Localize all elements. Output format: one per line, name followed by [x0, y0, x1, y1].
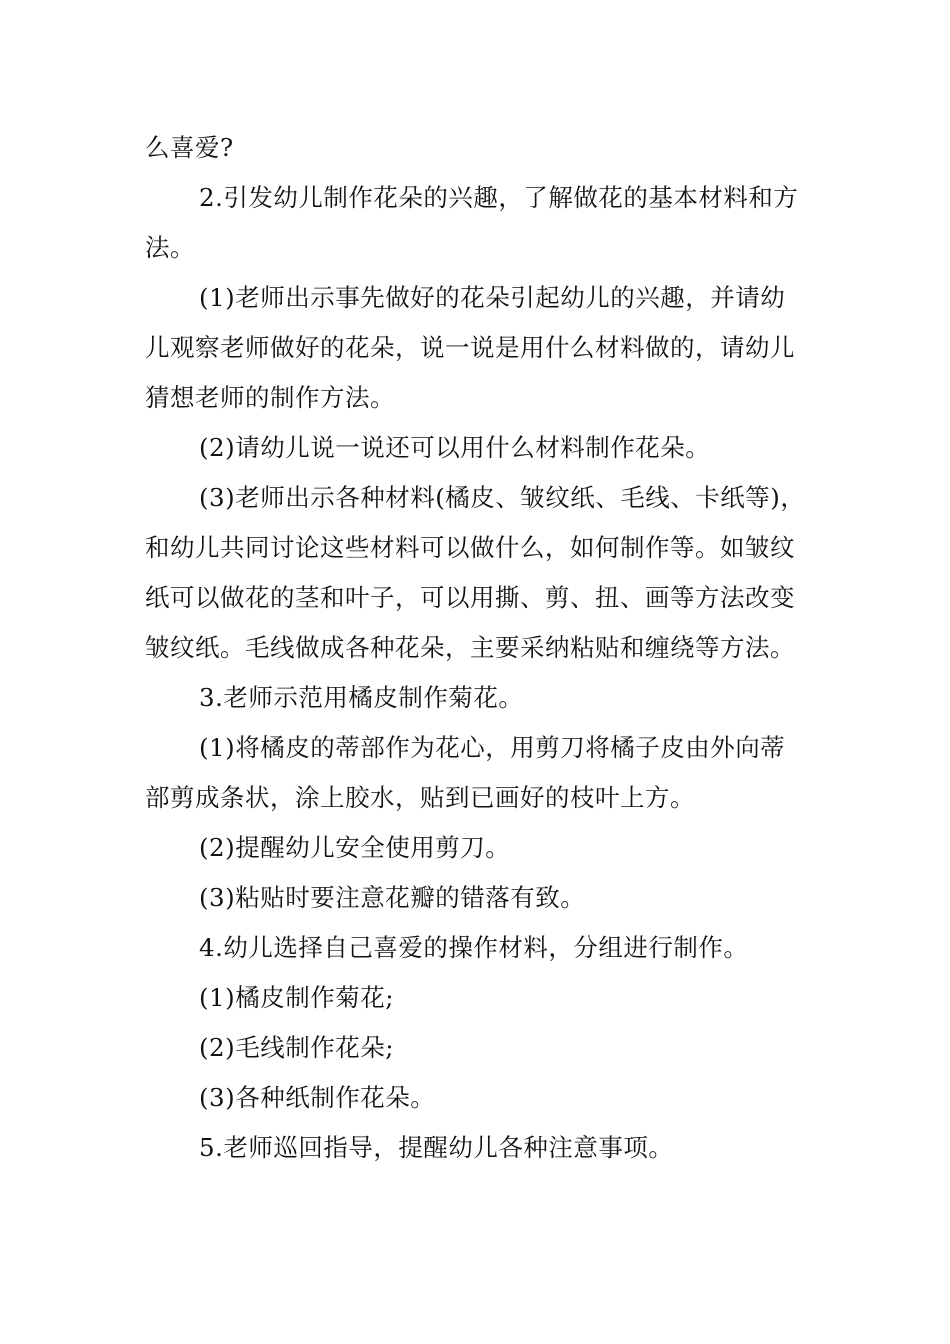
- paragraph-step-4-2: (2)毛线制作花朵;: [199, 1033, 394, 1062]
- document-body: [145, 123, 810, 1173]
- paragraph-step-2-3: (3)老师出示各种材料(橘皮、皱纹纸、毛线、卡纸等)，和幼儿共同讨论这些材料可以做什么，如何制作等。如皱纹纸可以做花的茎和叶子，可以用撕、剪、扭、画等方法改变皱纹纸。毛线做成各种花朵，主要采纳粘贴和缠绕等方法。: [145, 483, 806, 662]
- paragraph-step-4: 4.幼儿选择自己喜爱的操作材料，分组进行制作。: [199, 933, 749, 962]
- paragraph-step-2-2: (2)请幼儿说一说还可以用什么材料制作花朵。: [199, 433, 711, 462]
- paragraph-step-2: 2.引发幼儿制作花朵的兴趣，了解做花的基本材料和方法。: [145, 183, 799, 262]
- paragraph-step-4-1: (1)橘皮制作菊花;: [199, 983, 394, 1012]
- paragraph-step-2-1: (1)老师出示事先做好的花朵引起幼儿的兴趣，并请幼儿观察老师做好的花朵，说一说是用什么材料做的，请幼儿猜想老师的制作方法。: [145, 283, 795, 412]
- paragraph-step-3: 3.老师示范用橘皮制作菊花。: [199, 683, 524, 712]
- paragraph-step-3-2: (2)提醒幼儿安全使用剪刀。: [199, 833, 511, 862]
- paragraph-step-3-1: (1)将橘皮的蒂部作为花心，用剪刀将橘子皮由外向蒂部剪成条状，涂上胶水，贴到已画好的枝叶上方。: [145, 733, 786, 812]
- paragraph-step-4-3: (3)各种纸制作花朵。: [199, 1083, 436, 1112]
- paragraph-continuation: 么喜爱?: [145, 133, 234, 162]
- paragraph-step-3-3: (3)粘贴时要注意花瓣的错落有致。: [199, 883, 586, 912]
- paragraph-step-5: 5.老师巡回指导，提醒幼儿各种注意事项。: [199, 1133, 674, 1162]
